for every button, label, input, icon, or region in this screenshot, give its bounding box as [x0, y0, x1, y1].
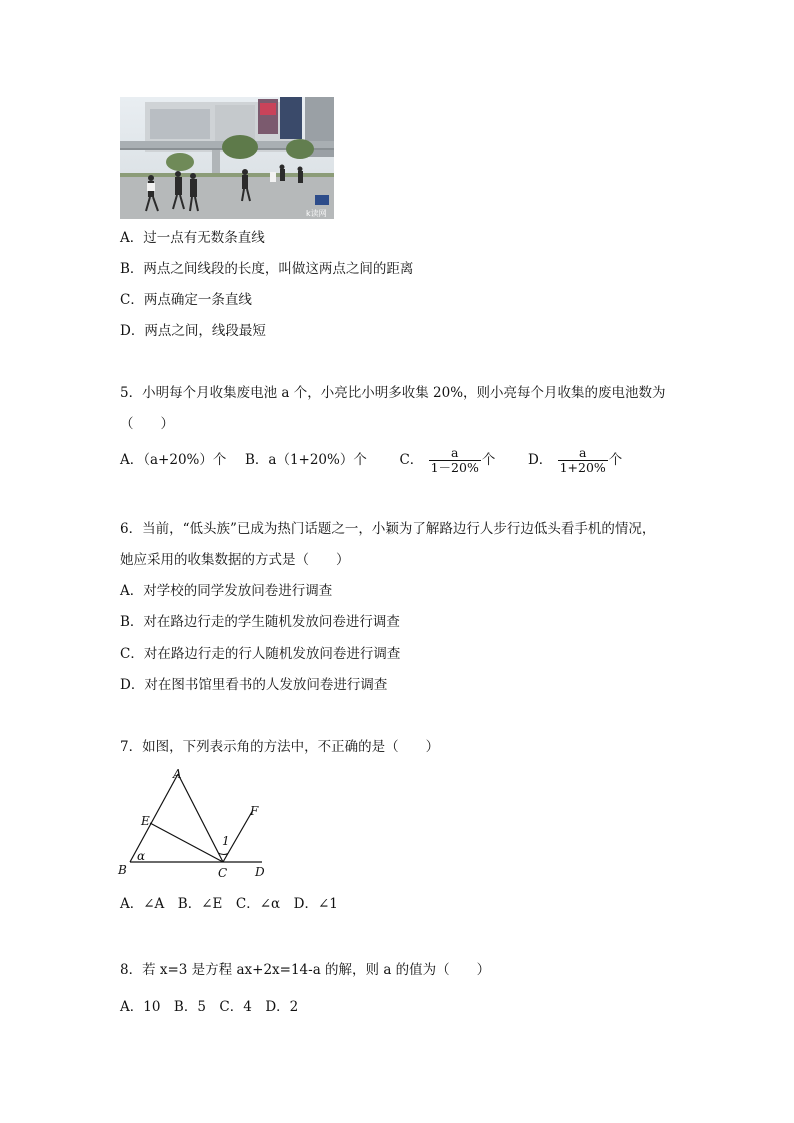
q5-option-c-prefix: C．	[399, 452, 424, 468]
q5-stem-line1: 5．小明每个月收集废电池 a 个，小亮比小明多收集 20%，则小亮每个月收集的废电池数为	[120, 385, 666, 401]
label-d: D	[255, 865, 265, 879]
q7-options: A．∠A B．∠E C．∠α D．∠1	[120, 896, 338, 912]
q5-option-d-prefix: D．	[527, 452, 553, 468]
label-alpha: α	[137, 849, 146, 863]
q4-option-d: D．两点之间，线段最短	[120, 323, 266, 339]
q5-option-d-fraction	[558, 446, 608, 475]
segment-ec	[150, 823, 223, 862]
q5-option-d-denominator: 1+20%	[559, 460, 606, 475]
q5-options	[120, 446, 622, 475]
q8-stem: 8．若 x=3 是方程 ax+2x=14-a 的解，则 a 的值为（ ）	[120, 962, 491, 978]
q8-options: A．10 B．5 C．4 D．2	[120, 999, 299, 1015]
q5-option-c-suffix: 个	[481, 452, 496, 468]
label-f: F	[250, 804, 259, 818]
q5-option-a: A．（a+20%）个	[120, 452, 227, 468]
q5-option-d-suffix: 个	[608, 452, 623, 468]
q4-option-a: A．过一点有无数条直线	[120, 230, 265, 246]
label-e: E	[141, 814, 150, 828]
q5-stem-line2: （ ）	[120, 416, 174, 432]
q5-option-c-fraction	[429, 446, 481, 475]
photo-watermark: k读网	[306, 209, 327, 218]
q6-option-c: C．对在路边行走的行人随机发放问卷进行调查	[120, 646, 401, 662]
q6-stem-line2: 她应采用的收集数据的方式是（ ）	[120, 552, 350, 568]
q7-angle-figure	[112, 765, 272, 885]
q5-option-d-numerator: a	[578, 445, 587, 460]
q4-option-c: C．两点确定一条直线	[120, 292, 252, 308]
q6-option-b: B．对在路边行走的学生随机发放问卷进行调查	[120, 614, 400, 630]
q6-option-a: A．对学校的同学发放问卷进行调查	[120, 583, 333, 599]
street-crossing-photo	[120, 97, 334, 219]
q6-stem-line1: 6．当前，“低头族”已成为热门话题之一，小颖为了解路边行人步行边低头看手机的情况，	[120, 521, 656, 537]
label-a: A	[173, 767, 182, 781]
segment-ac	[178, 774, 223, 862]
angle-1-arc	[219, 853, 229, 854]
label-b: B	[118, 863, 127, 877]
q4-option-b: B．两点之间线段的长度，叫做这两点之间的距离	[120, 261, 414, 277]
q6-option-d: D．对在图书馆里看书的人发放问卷进行调查	[120, 677, 388, 693]
label-angle-1: 1	[222, 834, 230, 848]
q7-stem: 7．如图，下列表示角的方法中，不正确的是（ ）	[120, 739, 440, 755]
q5-option-b: B．a（1+20%）个	[244, 452, 367, 468]
label-c: C	[218, 866, 228, 880]
q5-option-c-numerator: a	[450, 445, 459, 460]
q5-option-c-denominator: 1－20%	[430, 460, 479, 475]
photo-illustration	[120, 97, 334, 219]
